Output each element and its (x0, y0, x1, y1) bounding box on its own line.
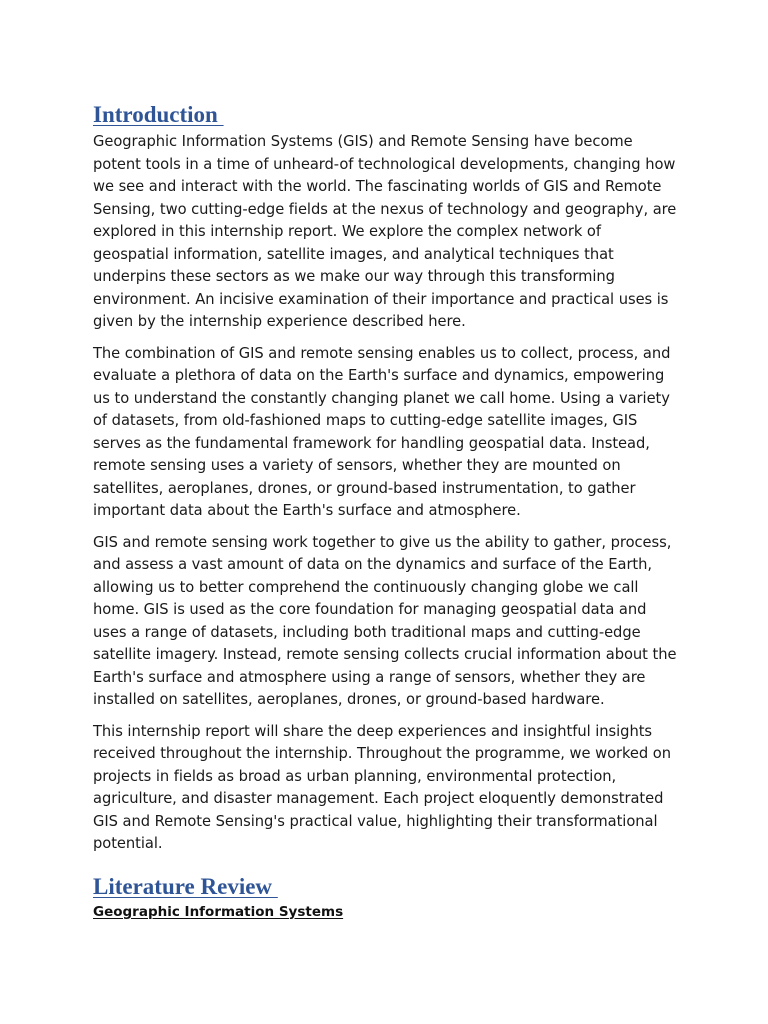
intro-paragraph-3: GIS and remote sensing work together to give us the ability to gather, process, and assess a vast amount of data on the dynamics and surface of the Earth, allowing us to better comprehend the continuously changing globe we call home. GIS is used as the core foundation for managing geospatial data and uses a range of datasets, including both traditional maps and cutting-edge satellite imagery. Instead, remote sensing collects crucial information about the Earth's surface and atmosphere using a range of sensors, whether they are installed on satellites, aeroplanes, drones, or ground-based hardware. (93, 533, 677, 708)
intro-paragraph-2: The combination of GIS and remote sensing enables us to collect, process, and evaluate a plethora of data on the Earth's surface and dynamics, empowering us to understand the constantly changing planet we call home. Using a variety of datasets, from old-fashioned maps to cutting-edge satellite images, GIS serves as the fundamental framework for handling geospatial data. Instead, remote sensing uses a variety of sensors, whether they are mounted on satellites, aeroplanes, drones, or ground-based instrumentation, to gather important data about the Earth's surface and atmosphere. (93, 344, 671, 519)
intro-paragraph-4: This internship report will share the deep experiences and insightful insights received throughout the internship. Throughout the programme, we worked on projects in fields as broad as urban planning, environmental protection, agriculture, and disaster management. Each project eloquently demonstrated GIS and Remote Sensing's practical value, highlighting their transformational potential. (93, 722, 671, 852)
introduction-heading: Introduction (93, 102, 224, 127)
gis-subheading: Geographic Information Systems (93, 903, 344, 920)
intro-paragraph-1: Geographic Information Systems (GIS) and Remote Sensing have become potent tools in a time of unheard-of technological developments, changing how we see and interact with the world. The fascinating worlds of GIS and Remote Sensing, two cutting-edge fields at the nexus of technology and geography, are explored in this internship report. We explore the complex network of geospatial information, satellite images, and analytical techniques that underpins these sectors as we make our way through this transforming environment. An incisive examination of their importance and practical uses is given by the internship experience described here. (93, 133, 677, 330)
document-content (93, 100, 678, 922)
literature-review-heading: Literature Review (93, 873, 278, 899)
